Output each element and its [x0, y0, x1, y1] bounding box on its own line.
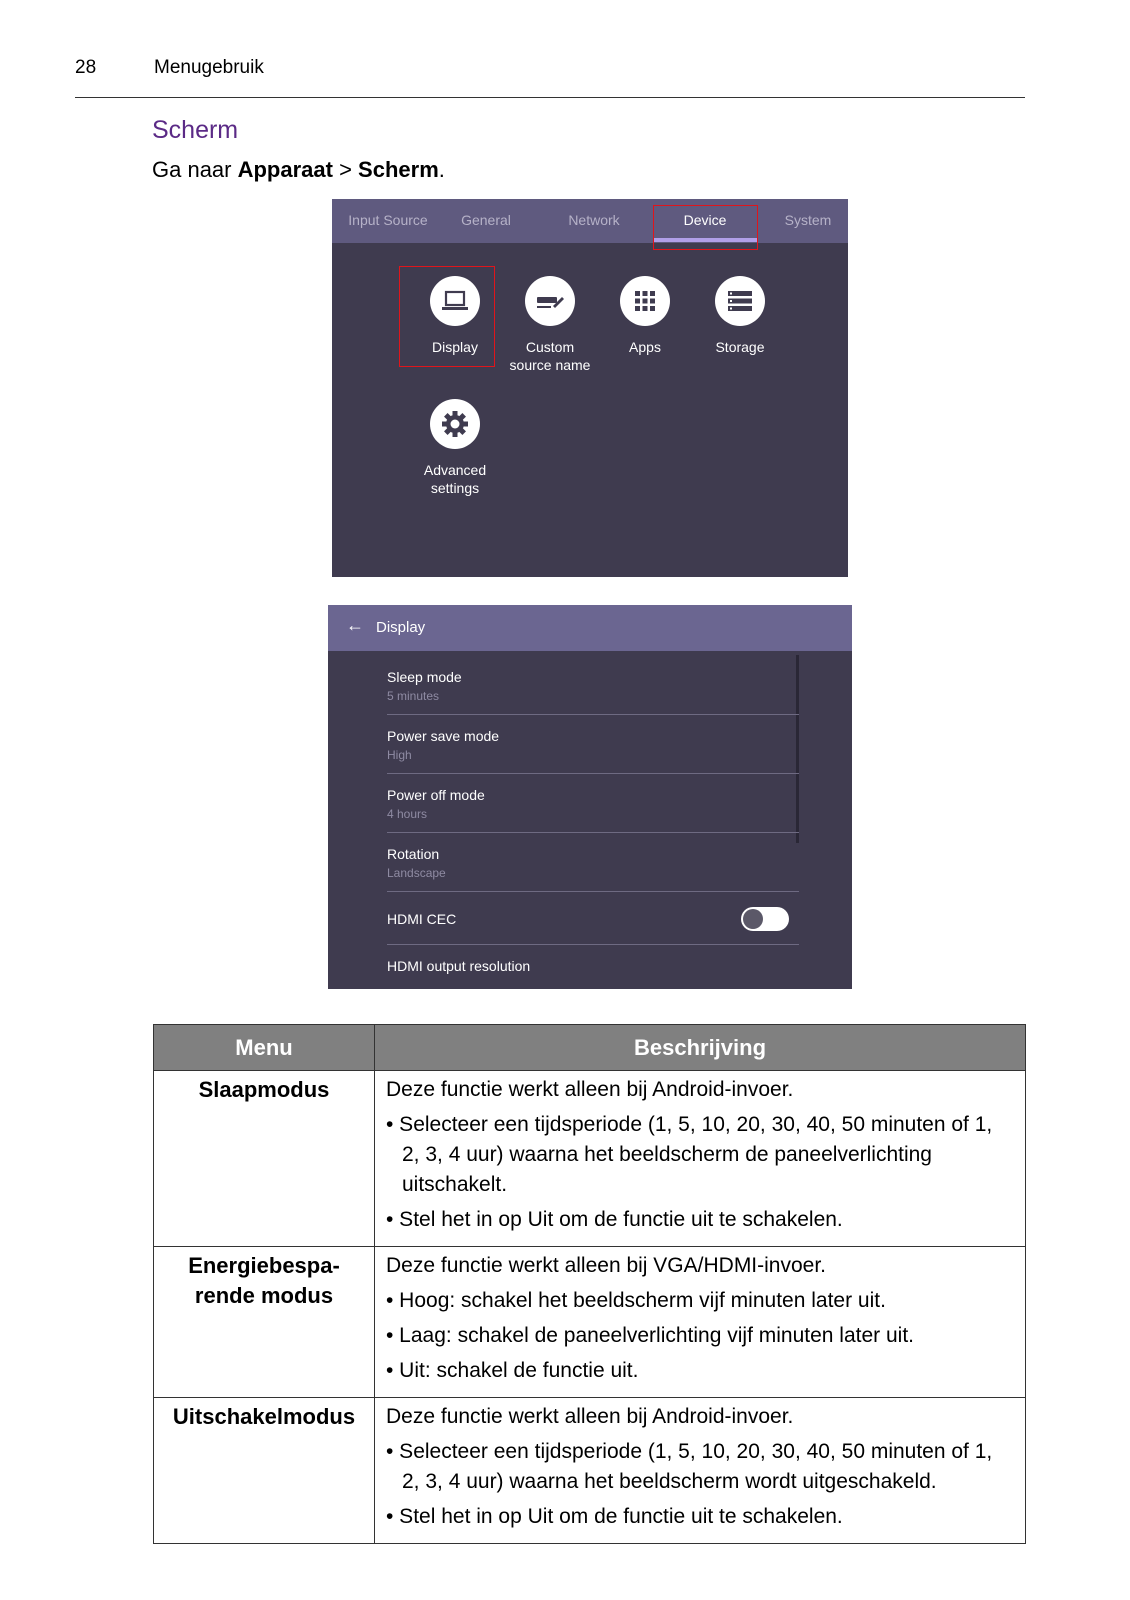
description-bullet: • Hoog: schakel het beeldscherm vijf minuten later uit. — [386, 1289, 886, 1312]
description-cell — [375, 1071, 1026, 1247]
setting-row-power-off-mode[interactable] — [387, 787, 799, 821]
device-item-label: Custom — [525, 339, 575, 355]
tab-system[interactable]: System — [784, 212, 832, 228]
description-bullet: • Stel het in op Uit om de functie uit te schakelen. — [386, 1208, 843, 1231]
setting-value: High — [387, 748, 412, 762]
tab-bar — [332, 199, 848, 243]
gear-icon — [430, 399, 480, 449]
setting-row-rotation[interactable] — [387, 846, 799, 880]
row-divider — [387, 714, 799, 715]
table-row — [154, 1071, 1026, 1247]
description-bullet: • Stel het in op Uit om de functie uit te schakelen. — [386, 1505, 843, 1528]
menu-cell: Slaapmodus — [154, 1071, 375, 1247]
display-settings-screenshot — [328, 605, 852, 989]
setting-value: Landscape — [387, 866, 446, 880]
toggle-knob — [743, 909, 763, 929]
arrow-left-icon[interactable]: ← — [346, 615, 364, 635]
display-header — [328, 605, 852, 651]
row-divider — [387, 944, 799, 945]
device-item-apps[interactable] — [590, 276, 700, 356]
setting-value: 4 hours — [387, 807, 428, 821]
setting-value: 5 minutes — [387, 689, 440, 703]
intro-bold-device: Apparaat — [237, 157, 333, 182]
description-line: Deze functie werkt alleen bij Android-invoer. — [386, 1405, 794, 1428]
description-cell — [375, 1247, 1026, 1398]
apps-grid-icon — [620, 276, 670, 326]
intro-bold-display: Scherm — [358, 157, 439, 182]
description-line: Deze functie werkt alleen bij VGA/HDMI-invoer. — [386, 1254, 827, 1277]
page-number: 28 — [75, 57, 97, 78]
intro-text: Ga naar Apparaat > Scherm. — [152, 157, 445, 182]
device-item-label: Apps — [629, 339, 661, 355]
storage-icon — [715, 276, 765, 326]
description-bullet: • Selecteer een tijdsperiode (1, 5, 10, 20, 30, 40, 50 minuten of 1, 2, 3, 4 uur) waarna het beeldscherm wordt uitgeschakeld. — [386, 1440, 993, 1493]
hdmi-cec-toggle[interactable] — [741, 907, 789, 931]
edit-input-icon — [525, 276, 575, 326]
setting-label: Rotation — [387, 846, 440, 862]
chapter-title: Menugebruik — [154, 57, 264, 78]
device-item-label: Advanced — [423, 462, 487, 478]
menu-cell: Energiebespa- rende modus — [154, 1247, 375, 1398]
tab-input-source[interactable]: Input Source — [348, 212, 428, 228]
device-item-advanced-settings[interactable] — [400, 399, 510, 497]
header-rule — [75, 97, 1025, 98]
device-item-custom-source-name[interactable] — [495, 276, 605, 374]
setting-label: Power off mode — [387, 787, 485, 803]
tab-general[interactable]: General — [461, 212, 511, 228]
setting-label: Power save mode — [387, 728, 500, 744]
device-menu-screenshot — [332, 199, 848, 577]
table-header-menu: Menu — [154, 1025, 375, 1071]
description-line: Deze functie werkt alleen bij Android-invoer. — [386, 1078, 794, 1101]
description-bullet: • Uit: schakel de functie uit. — [386, 1359, 639, 1382]
display-item-highlight — [399, 266, 495, 367]
row-divider — [387, 891, 799, 892]
device-item-label: settings — [430, 480, 480, 496]
setting-row-hdmi-cec[interactable] — [387, 911, 799, 927]
description-table — [153, 1024, 1026, 1544]
table-row — [154, 1398, 1026, 1544]
table-header-description: Beschrijving — [375, 1025, 1026, 1071]
description-bullet: • Selecteer een tijdsperiode (1, 5, 10, 20, 30, 40, 50 minuten of 1, 2, 3, 4 uur) waarna het beeldscherm de paneelverlichting uitschakelt. — [386, 1113, 993, 1196]
setting-row-hdmi-output-resolution[interactable] — [387, 958, 799, 974]
setting-row-sleep-mode[interactable] — [387, 669, 799, 703]
tab-network[interactable]: Network — [568, 212, 620, 228]
setting-label: HDMI output resolution — [387, 958, 531, 974]
tab-device[interactable]: Device — [683, 212, 727, 228]
device-tab-highlight — [653, 205, 758, 250]
device-item-label: Storage — [715, 339, 765, 355]
device-item-storage[interactable] — [685, 276, 795, 356]
description-bullet: • Laag: schakel de paneelverlichting vijf minuten later uit. — [386, 1324, 914, 1347]
setting-row-power-save-mode[interactable] — [387, 728, 799, 762]
setting-label: Sleep mode — [387, 669, 462, 685]
menu-cell: Uitschakelmodus — [154, 1398, 375, 1544]
device-item-label: source name — [509, 357, 591, 373]
device-item-label: Display — [432, 339, 478, 355]
section-title: Scherm — [152, 116, 239, 144]
table-row — [154, 1247, 1026, 1398]
setting-label: HDMI CEC — [387, 911, 457, 927]
description-cell — [375, 1398, 1026, 1544]
display-title: Display — [376, 619, 426, 636]
row-divider — [387, 773, 799, 774]
row-divider — [387, 832, 799, 833]
